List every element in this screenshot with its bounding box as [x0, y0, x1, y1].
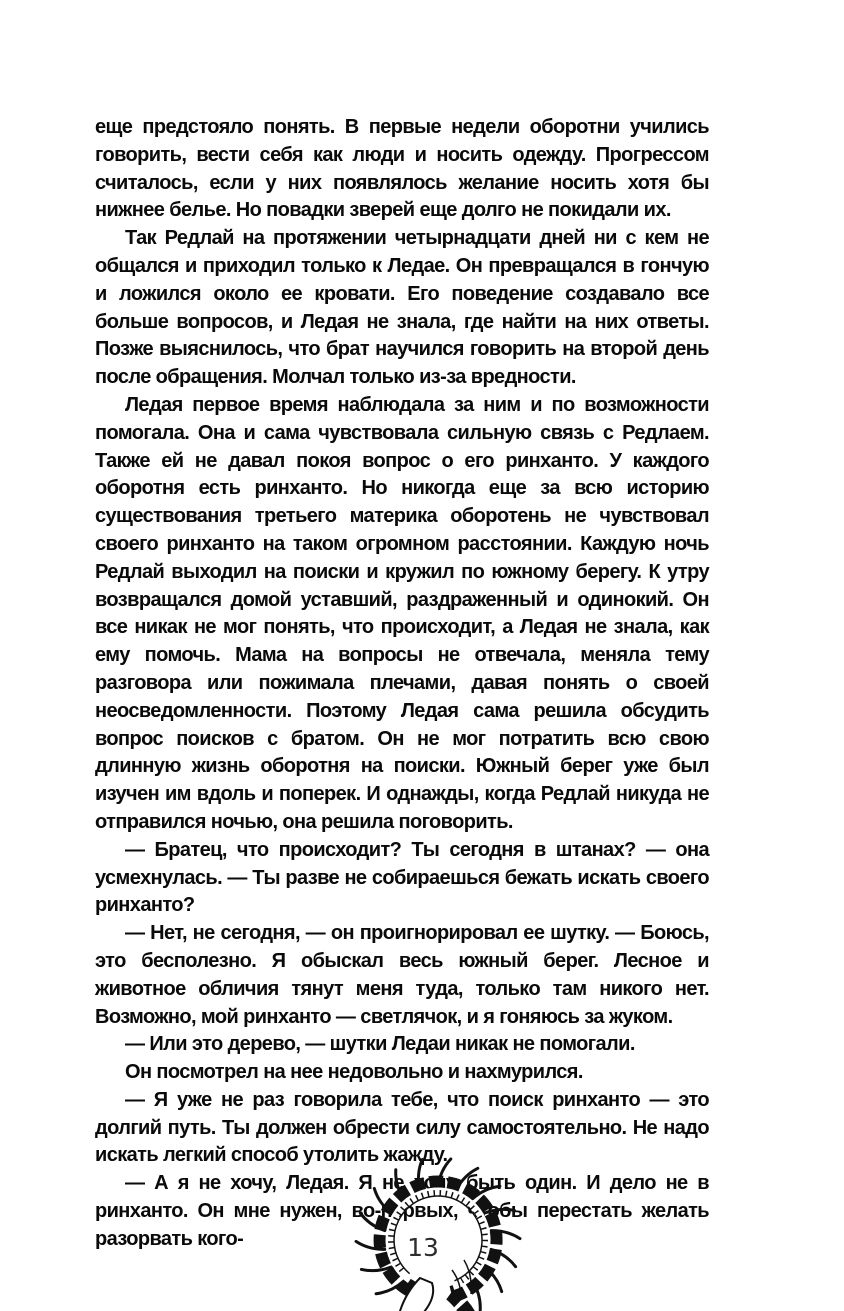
paragraph: — Братец, что происходит? Ты сегодня в штанах? — она усмехнулась. — Ты разве не собираешься бежать искать своего ринханто?	[95, 838, 709, 917]
paragraph: — Я уже не раз говорила тебе, что поиск ринханто — это долгий путь. Ты должен обрести силу самостоятельно. Не надо искать легкий способ утолить жажду.	[95, 1088, 709, 1167]
page-text-block	[95, 114, 709, 1254]
paragraph: Ледая первое время наблюдала за ним и по возможности помогала. Она и сама чувствовала сильную связь с Редлаем. Также ей не давал покоя вопрос о его ринханто. У каждого оборотня есть ринханто. Но никогда еще за всю историю существования третьего материка оборотень не чувствовал своего ринханто на таком огромном расстоянии. Каждую ночь Редлай выходил на поиски и кружил по южному берегу. К утру возвращался домой уставший, раздраженный и одинокий. Он все никак не мог понять, что происходит, а Ледая не знала, как ему помочь. Мама на вопросы не отвечала, меняла тему разговора или пожимала плечами, давая понять о своей неосведомленности. Поэтому Ледая сама решила обсудить вопрос поисков с братом. Он не мог потратить всю свою длинную жизнь оборотня на поиски. Южный берег уже был изучен им вдоль и поперек. И однажды, когда Редлай никуда не отправился ночью, она решила поговорить.	[95, 393, 709, 833]
centipede-drawing	[322, 1152, 554, 1311]
page-number: 13	[407, 1233, 439, 1262]
paragraph: Так Редлай на протяжении четырнадцати дней ни с кем не общался и приходил только к Ледае. Он превращался в гончую и ложился около ее кровати. Его поведение создавало все больше вопросов, и Ледая не знала, где найти на них ответы. Позже выяснилось, что брат научился говорить на второй день после обращения. Молчал только из-за вредности.	[95, 227, 709, 389]
centipede-illustration	[322, 1152, 554, 1311]
paragraph: — А я не хочу, Ледая. Я не хочу быть один. И дело не в ринханто. Он мне нужен, во-первых, чтобы перестать желать разорвать кого-	[95, 1172, 709, 1250]
paragraph: Он посмотрел на нее недовольно и нахмурился.	[125, 1061, 583, 1084]
paragraph: — Нет, не сегодня, — он проигнорировал ее шутку. — Боюсь, это бесполезно. Я обыскал весь южный берег. Лесное и животное обличия тянут меня туда, только там никого нет. Возможно, мой ринханто — светлячок, и я гоняюсь за жуком.	[95, 922, 709, 1028]
paragraph: еще предстояло понять. В первые недели оборотни учились говорить, вести себя как люди и носить одежду. Прогрессом считалось, если у них появлялось желание носить хотя бы нижнее белье. Но повадки зверей еще долго не покидали их.	[95, 116, 709, 222]
paragraph: — Или это дерево, — шутки Ледаи никак не помогали.	[125, 1033, 635, 1056]
